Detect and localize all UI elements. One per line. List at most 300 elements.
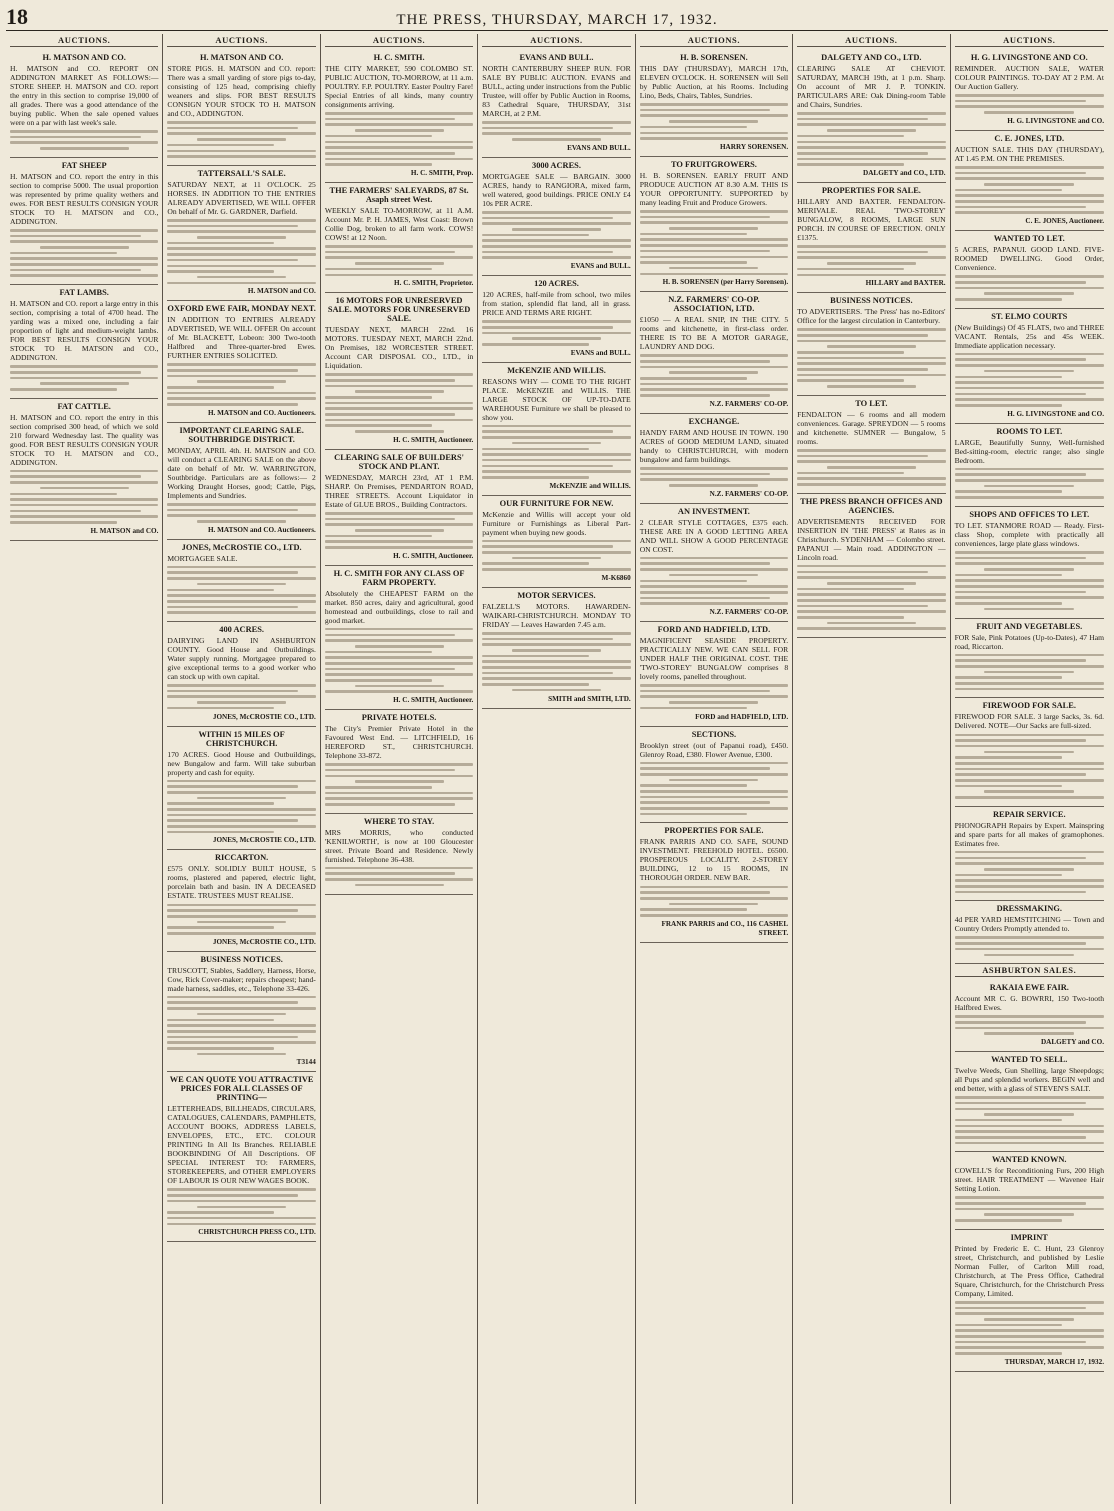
text-line — [10, 510, 141, 513]
advertiser-signature: FORD and HADFIELD, LTD. — [695, 712, 789, 721]
text-line — [482, 540, 630, 543]
advertisement-heading: WANTED KNOWN. — [992, 1155, 1067, 1165]
text-line — [955, 468, 1104, 471]
text-line — [355, 430, 444, 433]
text-line — [482, 562, 589, 565]
column-4 — [478, 34, 635, 1504]
text-line — [797, 374, 945, 377]
text-line — [955, 1335, 1104, 1338]
text-line — [640, 580, 747, 583]
text-line — [325, 123, 473, 126]
text-line — [167, 386, 274, 389]
text-line — [167, 1211, 274, 1214]
text-line — [797, 565, 945, 568]
text-line — [955, 591, 1087, 594]
advertisement-body: AUCTION SALE. THIS DAY (THURSDAY), AT 1.45 P.M. ON THE PREMISES. — [954, 144, 1104, 163]
text-line — [167, 780, 315, 783]
text-line — [325, 775, 473, 778]
text-line — [325, 274, 473, 277]
text-line — [325, 662, 473, 665]
advertisement-heading: MOTOR SERVICES. — [517, 590, 596, 600]
text-line — [955, 862, 1104, 865]
text-line — [640, 784, 747, 787]
text-line — [797, 118, 928, 121]
advertiser-signature: JONES, McCROSTIE CO., LTD. — [212, 712, 316, 721]
advertisement-heading: WHERE TO STAY. — [363, 816, 435, 826]
small-print-lines — [325, 512, 473, 549]
advertisement-body: THE CITY MARKET, 590 COLOMBO ST. PUBLIC AUCTION, TO-MORROW, at 11 a.m. POULTRY. F.P. POULTRY. Easter Poultry Fare! Special Entries of all kinds, many country consignments arriving. — [324, 64, 474, 109]
text-line — [167, 144, 274, 147]
small-print-lines — [167, 503, 315, 523]
advertisement-heading: H. C. SMITH. — [373, 53, 425, 62]
text-line — [955, 785, 1063, 788]
text-line — [167, 127, 298, 130]
small-print-lines — [167, 566, 315, 614]
small-print-lines — [955, 1015, 1104, 1035]
advertisement-heading: FRUIT AND VEGETABLES. — [976, 621, 1083, 631]
advertisement-body: IN ADDITION TO ENTRIES ALREADY ADVERTISED, WE WILL OFFER On account of Mr. BLACKETT, Lobeon: 300 Two-tooth Halfbred and Three-quarter-bred Ewes. FURTHER ENTRIES SOLICITED. — [167, 315, 316, 361]
text-line — [955, 100, 1087, 103]
text-line — [512, 337, 601, 340]
small-print-lines — [482, 320, 630, 345]
advertisement-heading: SECTIONS. — [691, 729, 737, 739]
text-line — [955, 496, 1104, 499]
text-line — [955, 211, 1104, 214]
text-line — [955, 1102, 1087, 1105]
advertisement — [797, 293, 945, 396]
text-line — [955, 557, 1087, 560]
text-line — [955, 879, 1104, 882]
small-print-lines — [482, 632, 630, 691]
text-line — [10, 388, 117, 391]
advertisement — [955, 507, 1104, 619]
advertisement-body: LARGE, Beautifully Sunny, Well-furnished Bed-sitting-room, electric range; also single Bedroom. — [954, 437, 1104, 465]
advertisement-body: H. MATSON and CO. report the entry in this section to comprise 5000. The usual proportion was represented by prime quality wethers and ewes. FOR BEST RESULTS CONSIGN YOUR STOCK TO H. MATSON and CO., ADDINGTON. — [10, 171, 159, 226]
advertisement-body: FRANK PARRIS AND CO. SAFE, SOUND INVESTMENT. FREEHOLD HOTEL. £6500. PROSPEROUS LOCALITY. 2-STOREY BUILDING, 12 to 15 ROOMS, IN THOROUGH ORDER. NEW BAR. — [639, 837, 789, 883]
text-line — [355, 390, 444, 393]
advertisement-body: TUESDAY NEXT, MARCH 22nd. 16 MOTORS. TUESDAY NEXT, MARCH 22nd. On Premises, 182 WORCESTER STREET. Account CAR DISPOSAL CO., LTD., in Liquidation. — [324, 325, 474, 371]
text-line — [955, 177, 1104, 180]
small-print-lines — [325, 245, 473, 276]
text-line — [167, 932, 315, 935]
page-number: 18 — [6, 4, 28, 29]
advertisement-heading: 16 MOTORS FOR UNRESERVED SALE. MOTORS FOR UNRESERVED SALE. — [327, 296, 471, 324]
small-print-lines — [10, 470, 158, 524]
advertisement-body: £1050 — A REAL SNIP, IN THE CITY. 5 rooms and kitchenette, in first-class order. THERE IS TO BE A MOTOR GARAGE, LAUNDRY AND DOG. — [639, 315, 789, 352]
text-line — [797, 334, 928, 337]
advertisement — [640, 727, 788, 824]
text-line — [167, 253, 315, 256]
text-line — [955, 1202, 1087, 1205]
text-line — [482, 666, 630, 669]
text-line — [640, 366, 788, 369]
advertisement — [10, 50, 158, 158]
text-line — [197, 236, 286, 239]
text-line — [482, 660, 630, 663]
small-print-lines — [955, 353, 1104, 407]
text-line — [955, 1341, 1087, 1344]
text-line — [325, 419, 473, 422]
text-line — [167, 403, 298, 406]
text-line — [955, 94, 1104, 97]
advertisement-body: Absolutely the CHEAPEST FARM on the market. 850 acres, dairy and agricultural, good homestead and outbuildings, close to rail and good market. — [324, 588, 474, 625]
advertisement-body: ADVERTISEMENTS RECEIVED FOR INSERTION IN 'THE PRESS' at Rates as in Christchurch. SYDENHAM — Colombo street. PAPANUI — Main road. ADDINGTON — Lincoln road. — [797, 516, 946, 562]
advertisement-body: 170 ACRES. Good House and Outbuildings, new Bungalow and farm. Will take suburban property and cash for equity. — [167, 749, 316, 777]
text-line — [325, 141, 473, 144]
section-heading: AUCTIONS. — [167, 36, 315, 47]
advertisement — [482, 588, 630, 709]
small-print-lines — [325, 112, 473, 166]
advertiser-signature: FRANK PARRIS and CO., 116 CASHEL STREET. — [661, 919, 789, 937]
text-line — [640, 891, 771, 894]
text-line — [640, 767, 771, 770]
text-line — [325, 424, 432, 427]
text-line — [325, 668, 456, 671]
text-line — [984, 868, 1074, 871]
advertisement — [10, 285, 158, 399]
text-line — [167, 1223, 315, 1226]
text-line — [10, 377, 158, 380]
advertisement-body: CLEARING SALE AT CHEVIOT. SATURDAY, MARCH 19th, at 1 p.m. Sharp. On account of MR J. P. TONKIN. PARTICULARS ARE: Oak Dining-room Table and Chairs, Sundries. — [797, 64, 946, 109]
text-line — [640, 210, 788, 213]
text-line — [10, 515, 158, 518]
text-line — [797, 357, 945, 360]
text-line — [797, 163, 904, 166]
text-line — [325, 786, 432, 789]
text-line — [984, 183, 1074, 186]
text-line — [955, 376, 1063, 379]
text-line — [482, 632, 630, 635]
text-line — [40, 487, 129, 490]
text-line — [797, 477, 945, 480]
advertisement-heading: OXFORD EWE FAIR, MONDAY NEXT. — [167, 304, 316, 314]
text-line — [482, 677, 630, 680]
text-line — [955, 387, 1104, 390]
small-print-lines — [640, 684, 788, 709]
small-print-lines — [955, 936, 1104, 956]
advertisement-heading: RICCARTON. — [214, 853, 269, 863]
text-line — [355, 780, 444, 783]
text-line — [167, 150, 315, 153]
small-print-lines — [167, 904, 315, 935]
text-line — [640, 244, 788, 247]
small-print-lines — [10, 229, 158, 277]
advertiser-signature: H. C. SMITH, Auctioneer. — [393, 551, 474, 560]
text-line — [955, 398, 1104, 401]
advertisement — [955, 131, 1104, 231]
advertisement — [955, 1152, 1104, 1230]
small-print-lines — [10, 365, 158, 390]
text-line — [325, 152, 456, 155]
text-line — [797, 351, 904, 354]
text-line — [167, 247, 315, 250]
text-line — [797, 610, 945, 613]
text-line — [325, 769, 456, 772]
text-line — [827, 385, 916, 388]
advertisement — [10, 158, 158, 285]
text-line — [197, 380, 286, 383]
text-line — [482, 465, 613, 468]
text-line — [827, 129, 916, 132]
text-line — [325, 634, 456, 637]
text-line — [40, 246, 129, 249]
small-print-lines — [955, 94, 1104, 114]
text-line — [325, 163, 432, 166]
advertisement-heading: THE FARMERS' SALEYARDS, 87 St. Asaph street West. — [329, 185, 469, 204]
small-print-lines — [167, 121, 315, 158]
text-line — [167, 577, 315, 580]
text-line — [10, 263, 158, 266]
text-line — [640, 394, 771, 397]
text-line — [167, 363, 315, 366]
text-line — [197, 1053, 286, 1056]
advertiser-signature: JONES, McCROSTIE CO., LTD. — [212, 836, 316, 845]
advertisement-body: FALZELL'S MOTORS. HAWARDEN-WAIKARI-CHRISTCHURCH. MONDAY TO FRIDAY — Leaves Hawarden 7.45 a.m. — [482, 601, 631, 629]
text-line — [325, 763, 473, 766]
advertisement-body: FIREWOOD FOR SALE. 3 large Sacks, 3s. 6d. Delivered. NOTE—Our Sacks are full-sized. — [954, 712, 1104, 731]
text-line — [167, 1047, 274, 1050]
text-line — [167, 904, 315, 907]
advertisement-body: FOR Sale, Pink Potatoes (Up-to-Dates), 47 Ham road, Riccarton. — [954, 632, 1104, 651]
advertiser-signature: DALGETY and CO., LTD. — [863, 168, 946, 177]
text-line — [797, 158, 945, 161]
advertisement — [640, 157, 788, 292]
advertisement-body: WEDNESDAY, MARCH 23rd, AT 1 P.M. SHARP. On Premises, PENDARTON ROAD, THREE STREETS. Account Liquidator in Estate of GLUE BROS., Building Contractors. — [324, 472, 474, 509]
text-line — [355, 262, 444, 265]
advertisement-heading: IMPORTANT CLEARING SALE. SOUTHBRIDGE DISTRICT. — [179, 425, 304, 444]
text-line — [955, 166, 1104, 169]
advertisement — [797, 396, 945, 494]
advertisement — [955, 424, 1104, 507]
small-print-lines — [167, 996, 315, 1055]
advertiser-signature: EVANS and BULL. — [570, 348, 631, 357]
advertisement-heading: SHOPS AND OFFICES TO LET. — [969, 509, 1090, 519]
advertiser-signature: HARRY SORENSEN. — [719, 142, 789, 151]
text-line — [640, 273, 788, 276]
text-line — [355, 645, 444, 648]
text-line — [512, 442, 601, 445]
text-line — [482, 234, 589, 237]
text-line — [10, 493, 117, 496]
text-line — [325, 251, 456, 254]
text-line — [955, 1130, 1104, 1133]
text-line — [640, 585, 788, 588]
text-line — [10, 257, 158, 260]
text-line — [669, 371, 758, 374]
text-line — [955, 756, 1063, 759]
text-line — [167, 397, 315, 400]
text-line — [482, 320, 630, 323]
text-line — [640, 137, 788, 140]
advertisement-heading: H. C. SMITH FOR ANY CLASS OF FARM PROPERTY. — [333, 568, 465, 587]
text-line — [325, 690, 473, 693]
advertisement-heading: McKENZIE AND WILLIS. — [507, 365, 606, 375]
text-line — [797, 605, 928, 608]
masthead — [6, 4, 1108, 31]
small-print-lines — [955, 851, 1104, 893]
text-line — [167, 1030, 315, 1033]
text-line — [955, 796, 1104, 799]
advertisement — [167, 727, 315, 851]
text-line — [797, 274, 945, 277]
small-print-lines — [325, 867, 473, 887]
small-print-lines — [482, 121, 630, 141]
advertisement-body: £575 ONLY. SOLIDLY BUILT HOUSE, 5 rooms, plastered and papered, electric light, porcelain bath and basin. IN A DECEASED ESTATE. TRUSTEES MUST REALISE. — [167, 864, 316, 901]
text-line — [640, 568, 788, 571]
text-line — [482, 551, 630, 554]
advertisement — [167, 540, 315, 622]
text-line — [10, 365, 158, 368]
advertisement — [325, 710, 473, 814]
text-line — [167, 1217, 315, 1220]
advertisement-heading: C. E. JONES, LTD. — [994, 133, 1065, 143]
text-line — [984, 751, 1074, 754]
text-line — [10, 141, 158, 144]
text-line — [955, 1142, 1104, 1145]
advertisement-body: Twelve Weeds, Gun Shelling, large Sheepdogs; all Pups and splendid workers. BEGIN well and end better, with a glass of STEVEN'S SALT. — [954, 1066, 1104, 1094]
advertisement — [955, 807, 1104, 902]
text-line — [797, 449, 945, 452]
text-line — [167, 566, 315, 569]
small-print-lines — [640, 467, 788, 487]
text-line — [325, 679, 432, 682]
text-line — [797, 379, 904, 382]
advertisement-body: McKenzie and Willis will accept your old Furniture or Furnishings as Liberal Part-payment when buying new goods. — [482, 509, 631, 537]
text-line — [167, 1036, 298, 1039]
advertisement-heading: WANTED TO SELL. — [991, 1055, 1068, 1065]
text-line — [10, 269, 141, 272]
advertisement — [640, 414, 788, 504]
text-line — [325, 158, 473, 161]
advertisement-body: NORTH CANTERBURY SHEEP RUN. FOR SALE BY PUBLIC AUCTION. EVANS and BULL, acting under instructions from the Public Trustee, will offer by Public Auction in Rooms, 83 Cathedral Square, THURSDAY, 31st MARCH, at 2 P.M. — [482, 64, 631, 118]
text-line — [669, 574, 758, 577]
advertisement — [325, 450, 473, 566]
text-line — [984, 292, 1074, 295]
text-line — [955, 1015, 1104, 1018]
text-line — [197, 276, 286, 279]
advertisement — [167, 166, 315, 301]
text-line — [482, 545, 613, 548]
advertisement-body: MRS MORRIS, who conducted 'KENILWORTH', is now at 100 Gloucester street. Private Board and Residence. Newly furnished. Telephone 36-438. — [324, 827, 474, 864]
text-line — [827, 345, 916, 348]
advertisement-body: MAGNIFICENT SEASIDE PROPERTY. PRACTICALLY NEW. WE CAN SELL FOR UNDER HALF THE ORIGINAL COST. THE 'TWO-STOREY' BUNGALOW comprises 8 lovely rooms, panelled throughout. — [639, 635, 789, 681]
text-line — [167, 509, 298, 512]
text-line — [797, 245, 945, 248]
text-line — [827, 622, 916, 625]
text-line — [984, 568, 1074, 571]
text-line — [640, 602, 788, 605]
text-line — [797, 588, 904, 591]
text-line — [10, 481, 158, 484]
text-line — [167, 219, 315, 222]
section-heading: AUCTIONS. — [482, 36, 630, 47]
text-line — [167, 684, 315, 687]
advertisement — [955, 619, 1104, 699]
text-line — [10, 475, 141, 478]
text-line — [955, 393, 1087, 396]
advertiser-signature: T3144 — [296, 1058, 316, 1067]
small-print-lines — [325, 373, 473, 432]
text-line — [827, 262, 916, 265]
text-line — [355, 685, 444, 688]
text-line — [640, 233, 747, 236]
section-heading: AUCTIONS. — [797, 36, 945, 47]
text-line — [482, 672, 613, 675]
advertisement-body: MONDAY, APRIL 4th. H. MATSON and CO. will conduct a CLEARING SALE on the above date on behalf of Mr. W. WARRINGTON, Southbridge. Particulars are as follows:— 2 Working Draught Horses, good; Cattle, Pigs, Implements and Sundries. — [167, 445, 316, 500]
advertisement-heading: AN INVESTMENT. — [677, 506, 750, 516]
small-print-lines — [797, 245, 945, 276]
text-line — [955, 1108, 1104, 1111]
small-print-lines — [955, 275, 1104, 300]
text-line — [167, 392, 315, 395]
text-line — [482, 568, 630, 571]
advertisement-heading: FORD AND HADFIELD, LTD. — [657, 624, 771, 634]
text-line — [797, 141, 945, 144]
text-line — [797, 571, 928, 574]
text-line — [167, 1001, 298, 1004]
text-line — [167, 242, 274, 245]
text-line — [797, 368, 928, 371]
advertisement — [955, 309, 1104, 424]
text-line — [955, 1324, 1063, 1327]
text-line — [482, 476, 589, 479]
section-heading: ASHBURTON SALES. — [955, 966, 1104, 977]
advertisement-heading: BUSINESS NOTICES. — [830, 296, 913, 306]
text-line — [955, 1312, 1104, 1315]
small-print-lines — [167, 684, 315, 709]
text-line — [984, 370, 1074, 373]
advertiser-signature: McKENZIE and WILLIS. — [549, 481, 631, 490]
text-line — [797, 483, 945, 486]
advertisement-body: COWELL'S for Reconditioning Furs, 200 High street. HAIR TREATMENT — Wavenee Hair Setting Lotion. — [954, 1166, 1104, 1194]
text-line — [167, 831, 274, 834]
advertiser-signature: THURSDAY, MARCH 17, 1932. — [1004, 1357, 1104, 1366]
advertisement-body: The City's Premier Private Hotel in the Favoured West End. — LITCHFIELD, 16 HEREFORD ST., CHRISTCHURCH. Telephone 33-872. — [324, 724, 474, 761]
text-line — [167, 600, 315, 603]
text-line — [167, 571, 298, 574]
text-line — [325, 146, 473, 149]
text-line — [640, 813, 747, 816]
small-print-lines — [640, 557, 788, 605]
text-line — [167, 611, 315, 614]
text-line — [797, 472, 904, 475]
text-line — [955, 1196, 1104, 1199]
advertisement — [167, 423, 315, 540]
advertisement — [955, 980, 1104, 1052]
text-line — [325, 546, 473, 549]
text-line — [955, 479, 1104, 482]
text-line — [325, 413, 456, 416]
text-line — [167, 514, 315, 517]
text-line — [167, 802, 274, 805]
text-line — [325, 639, 473, 642]
text-line — [325, 256, 473, 259]
text-line — [10, 240, 158, 243]
text-line — [955, 762, 1104, 765]
advertisement-heading: ROOMS TO LET. — [996, 426, 1063, 436]
text-line — [955, 659, 1087, 662]
advertisement-body: WEEKLY SALE TO-MORROW, at 11 A.M. Account Mr. P. H. JAMES, West Coast: Brown Collie Dog, broken to all farm work. COWS! COWS! at 12 Noon. — [324, 205, 474, 242]
text-line — [167, 225, 298, 228]
advertisement — [955, 698, 1104, 806]
advertisement-body: MORTGAGEE SALE — BARGAIN. 3000 ACRES, handy to RANGIORA, mixed farm, well watered, good buildings. PRICE ONLY £4 10s PER ACRE. — [482, 171, 631, 208]
column-2 — [163, 34, 320, 1504]
advertisement — [167, 50, 315, 166]
text-line — [640, 690, 771, 693]
text-line — [640, 597, 771, 600]
small-print-lines — [955, 1301, 1104, 1355]
text-line — [955, 194, 1104, 197]
